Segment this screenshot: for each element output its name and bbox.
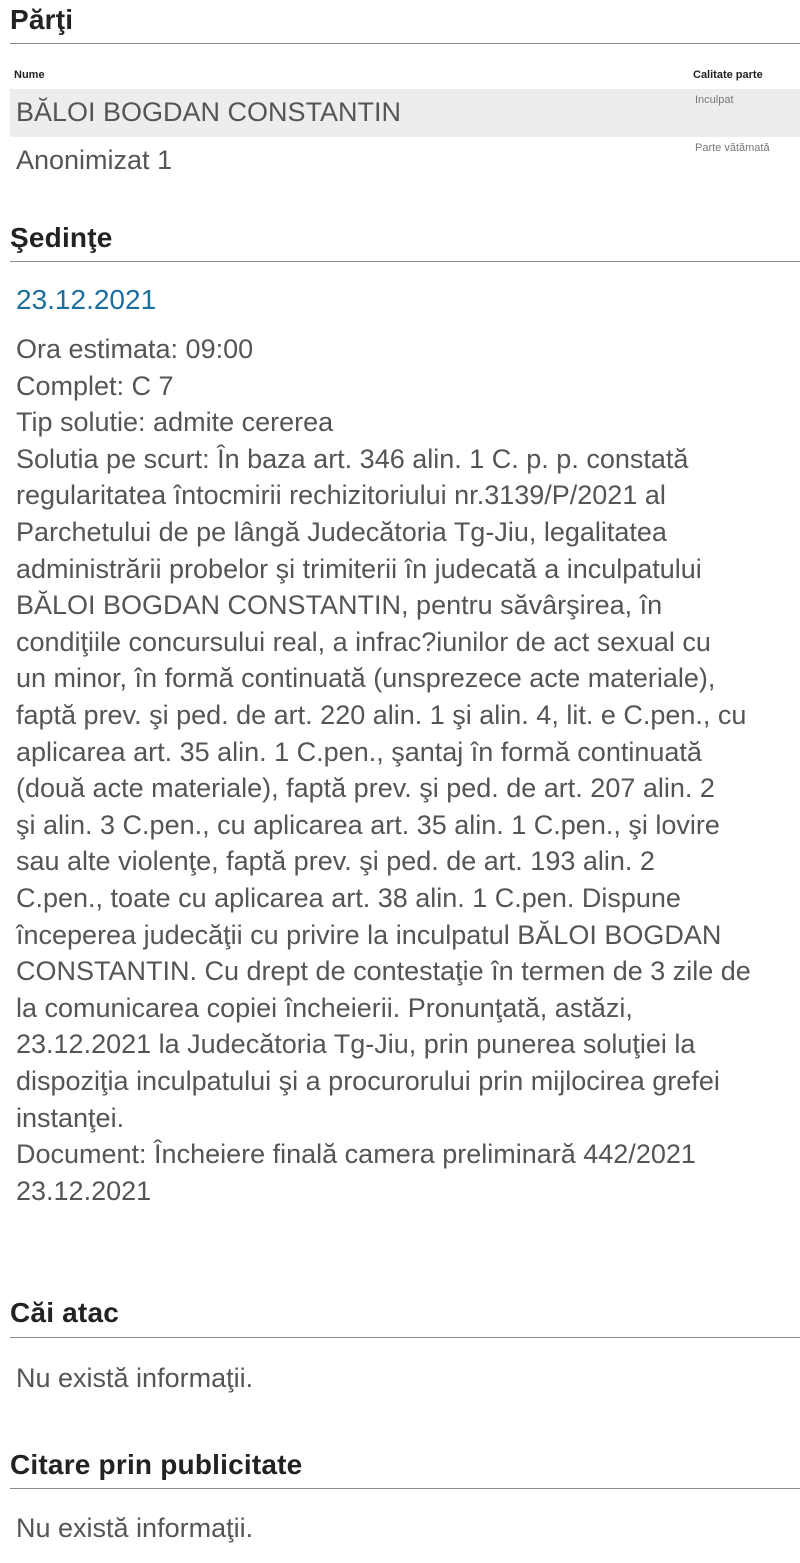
party-name: BĂLOI BOGDAN CONSTANTIN xyxy=(16,97,402,127)
session-detail-line: BĂLOI BOGDAN CONSTANTIN, pentru săvârşirea, în xyxy=(16,590,663,621)
session-detail-line: Complet: C 7 xyxy=(16,370,174,401)
session-detail-line: (două acte materiale), faptă prev. şi ped. de art. 207 alin. 2 xyxy=(16,773,715,804)
session-detail-line: 23.12.2021 la Judecătoria Tg-Jiu, prin punerea soluţiei la xyxy=(16,1029,696,1060)
session-detail-line: Ora estimata: 09:00 xyxy=(16,334,254,364)
session-detail-line: la comunicarea copiei încheierii. Pronunţată, astăzi, xyxy=(16,992,633,1023)
session-detail-line: 23.12.2021 xyxy=(16,1175,152,1206)
section-divider-sedinte xyxy=(10,261,800,262)
citare-empty-text: Nu există informaţii. xyxy=(16,1513,254,1543)
session-detail-line: administrării probelor şi trimiterii în judecată a inculpatului xyxy=(16,553,702,584)
cai-atac-empty-text: Nu există informaţii. xyxy=(16,1363,254,1393)
section-divider-cai-atac xyxy=(10,1337,800,1338)
section-divider-parti xyxy=(10,43,800,44)
section-divider-citare xyxy=(10,1488,800,1489)
session-detail-line: Tip solutie: admite cererea xyxy=(16,407,334,438)
party-name: Anonimizat 1 xyxy=(16,145,173,175)
session-detail-line: un minor, în formă continuată (unsprezece acte materiale), xyxy=(16,663,716,694)
session-detail-line: faptă prev. şi ped. de art. 220 alin. 1 şi alin. 4, lit. e C.pen., cu xyxy=(16,700,747,730)
session-detail-line: Solutia pe scurt: În baza art. 346 alin. 1 C. p. p. constată xyxy=(16,443,689,474)
session-detail-line: C.pen., toate cu aplicarea art. 38 alin. 1 C.pen. Dispune xyxy=(16,883,681,913)
session-detail-line: regularitatea întocmirii rechizitoriului nr.3139/P/2021 al xyxy=(16,480,666,511)
column-header-nume: Nume xyxy=(14,69,45,81)
party-role: Parte vătămată xyxy=(695,142,770,154)
column-header-calitate: Calitate parte xyxy=(693,69,763,81)
session-detail-line: Parchetului de pe lângă Judecătoria Tg-Jiu, legalitatea xyxy=(16,517,667,547)
party-row xyxy=(10,89,800,137)
session-detail-line: începerea judecăţii cu privire la inculpatul BĂLOI BOGDAN xyxy=(16,919,722,950)
party-role: Inculpat xyxy=(695,94,734,106)
session-detail-line: şi alin. 3 C.pen., cu aplicarea art. 35 alin. 1 C.pen., şi lovire xyxy=(16,809,720,840)
session-detail-line: Document: Încheiere finală camera preliminară 442/2021 xyxy=(16,1139,696,1170)
session-date-link[interactable]: 23.12.2021 xyxy=(16,284,157,315)
party-row xyxy=(10,137,800,185)
section-title-sedinte: Şedinţe xyxy=(10,222,113,253)
section-title-cai-atac: Căi atac xyxy=(10,1297,119,1328)
session-detail-line: CONSTANTIN. Cu drept de contestaţie în termen de 3 zile de xyxy=(16,956,751,987)
section-title-citare: Citare prin publicitate xyxy=(10,1449,303,1480)
session-detail-line: aplicarea art. 35 alin. 1 C.pen., şantaj în formă continuată xyxy=(16,736,702,767)
session-detail-line: sau alte violenţe, faptă prev. şi ped. de art. 193 alin. 2 xyxy=(16,846,655,877)
session-detail-line: condiţiile concursului real, a infrac?iunilor de act sexual cu xyxy=(16,626,711,657)
session-detail-line: instanţei. xyxy=(16,1102,125,1133)
session-detail-line: dispoziţia inculpatului şi a procurorului prin mijlocirea grefei xyxy=(16,1066,720,1096)
section-title-parti: Părţi xyxy=(10,4,74,35)
